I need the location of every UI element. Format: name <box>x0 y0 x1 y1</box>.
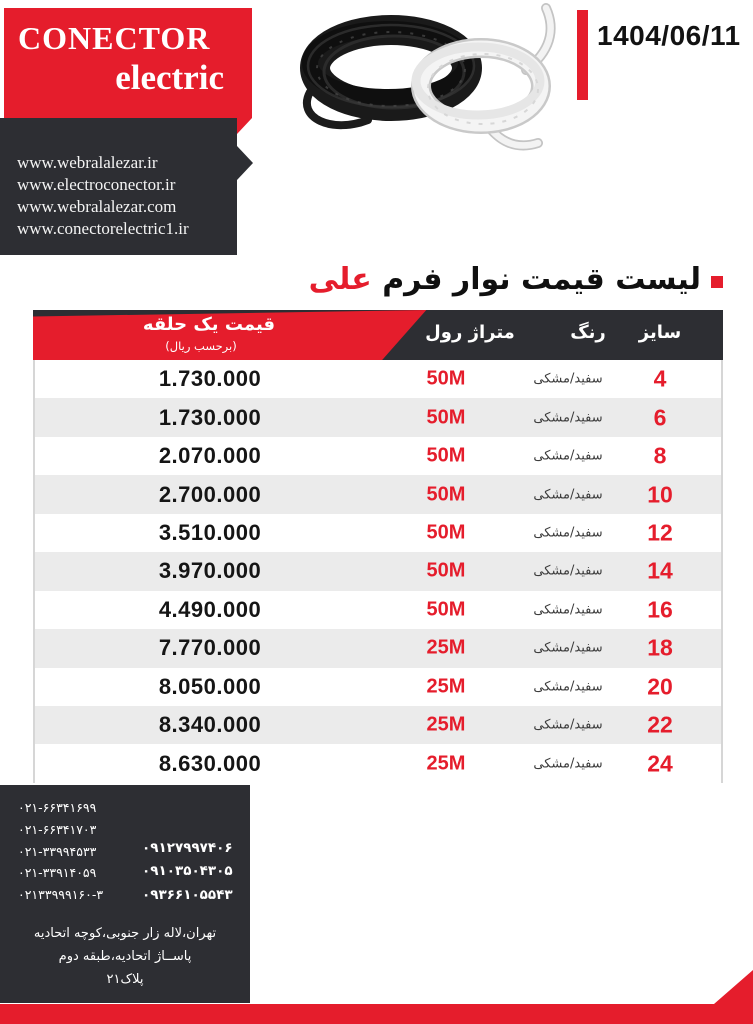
table-body <box>33 360 723 783</box>
row-price: 4.490.000 <box>158 596 262 622</box>
footer-slant <box>714 970 753 1004</box>
row-price: 1.730.000 <box>158 366 262 392</box>
websites-list <box>17 152 189 240</box>
row-size: 4 <box>653 365 667 392</box>
table-row <box>35 706 721 744</box>
mobile-list <box>142 837 233 907</box>
table-row <box>35 437 721 475</box>
row-meterage: 50M <box>426 483 466 506</box>
address <box>0 922 250 991</box>
header-price-unit: (برحسب ریال) <box>165 339 237 353</box>
page-title-black: لیست قیمت نوار فرم <box>382 261 701 297</box>
table-header <box>33 310 723 360</box>
table-row <box>35 475 721 513</box>
row-size: 24 <box>647 750 673 777</box>
row-color: سفید/مشکی <box>533 487 603 503</box>
table-row <box>35 552 721 590</box>
row-size: 8 <box>653 442 667 469</box>
row-meterage: 50M <box>426 559 466 582</box>
row-color: سفید/مشکی <box>533 525 603 541</box>
landline-list <box>18 797 103 906</box>
row-meterage: 50M <box>426 598 466 621</box>
row-color: سفید/مشکی <box>533 717 603 733</box>
address-line: پلاک۲۱ <box>106 972 144 987</box>
landline-number: ۰۲۱-۳۳۹۱۴۰۵۹ <box>18 865 97 881</box>
date-accent-bar <box>577 10 588 100</box>
header-price: قیمت یک حلقه <box>142 314 276 335</box>
row-color: سفید/مشکی <box>533 640 603 656</box>
row-price: 8.630.000 <box>158 750 262 776</box>
landline-number: ۰۲۱-۶۶۳۴۱۷۰۳ <box>18 821 97 837</box>
row-price: 3.970.000 <box>158 558 262 584</box>
landline-number: ۰۲۱-۳۳۹۹۴۵۳۳ <box>18 843 97 859</box>
website-url: www.webralalezar.ir <box>17 153 158 172</box>
table-row <box>35 629 721 667</box>
row-color: سفید/مشکی <box>533 679 603 695</box>
product-photo-spiral-wrap <box>288 0 568 155</box>
table-row <box>35 591 721 629</box>
websites-box <box>0 118 237 255</box>
website-url: www.electroconector.ir <box>17 175 176 194</box>
row-color: سفید/مشکی <box>533 410 603 426</box>
header-color: رنگ <box>570 322 606 343</box>
table-header-red-shape <box>33 310 723 360</box>
date-text: 1404/06/11 <box>597 20 741 51</box>
row-price: 7.770.000 <box>158 635 262 661</box>
row-meterage: 50M <box>426 521 466 544</box>
website-url: www.webralalezar.com <box>17 197 177 216</box>
title-bullet-icon <box>711 276 723 288</box>
row-color: سفید/مشکی <box>533 563 603 579</box>
table-row <box>35 514 721 552</box>
row-size: 14 <box>647 557 673 584</box>
footer-bar <box>0 1004 753 1024</box>
row-size: 20 <box>647 673 673 700</box>
table-row <box>35 398 721 436</box>
websites-box-arrow <box>237 146 253 180</box>
row-price: 3.510.000 <box>158 519 262 545</box>
row-color: سفید/مشکی <box>533 756 603 772</box>
row-meterage: 50M <box>426 406 466 429</box>
row-size: 22 <box>647 711 673 738</box>
row-size: 16 <box>647 596 673 623</box>
row-size: 12 <box>647 519 673 546</box>
contact-box <box>0 785 250 1003</box>
row-meterage: 25M <box>426 636 466 659</box>
brand-name: CONECTOR <box>18 20 211 56</box>
address-line: تهران،لاله زار جنوبی،کوچه اتحادیه <box>33 926 217 941</box>
website-url: www.conectorelectric1.ir <box>17 219 189 238</box>
row-color: سفید/مشکی <box>533 371 603 387</box>
row-price: 2.700.000 <box>158 481 262 507</box>
row-price: 2.070.000 <box>158 443 262 469</box>
page-title-red: علی <box>308 261 372 297</box>
row-meterage: 25M <box>426 675 466 698</box>
price-table <box>33 310 723 783</box>
mobile-number: ۰۹۳۶۶۱۰۵۵۴۳ <box>142 886 233 903</box>
row-size: 18 <box>647 634 673 661</box>
banner-fold-corner <box>237 118 252 134</box>
row-price: 1.730.000 <box>158 404 262 430</box>
row-size: 10 <box>647 481 673 508</box>
row-color: سفید/مشکی <box>533 602 603 618</box>
mobile-number: ۰۹۱۰۳۵۰۴۳۰۵ <box>142 863 233 880</box>
row-price: 8.340.000 <box>158 712 262 738</box>
table-row <box>35 744 721 782</box>
row-size: 6 <box>653 404 667 431</box>
table-row <box>35 668 721 706</box>
mobile-number: ۰۹۱۲۷۹۹۷۴۰۶ <box>142 840 233 856</box>
brand-banner <box>4 8 252 118</box>
row-meterage: 25M <box>426 752 466 775</box>
landline-number: ۰۲۱-۶۶۳۴۱۶۹۹ <box>18 800 97 815</box>
page-title-row <box>309 257 723 301</box>
table-row <box>35 360 721 398</box>
page-title <box>309 262 701 297</box>
brand-subname: electric <box>115 58 224 97</box>
row-price: 8.050.000 <box>158 673 262 699</box>
landline-number: ۰۲۱۳۳۹۹۹۱۶۰-۳ <box>18 887 104 903</box>
row-meterage: 50M <box>426 367 466 390</box>
header-size: سایز <box>638 322 682 343</box>
address-line: پاســاژ اتحادیه،طبقه دوم <box>58 949 192 964</box>
row-color: سفید/مشکی <box>533 448 603 464</box>
row-meterage: 25M <box>426 713 466 736</box>
header-meterage: متراژ رول <box>425 322 515 343</box>
row-meterage: 50M <box>426 444 466 467</box>
